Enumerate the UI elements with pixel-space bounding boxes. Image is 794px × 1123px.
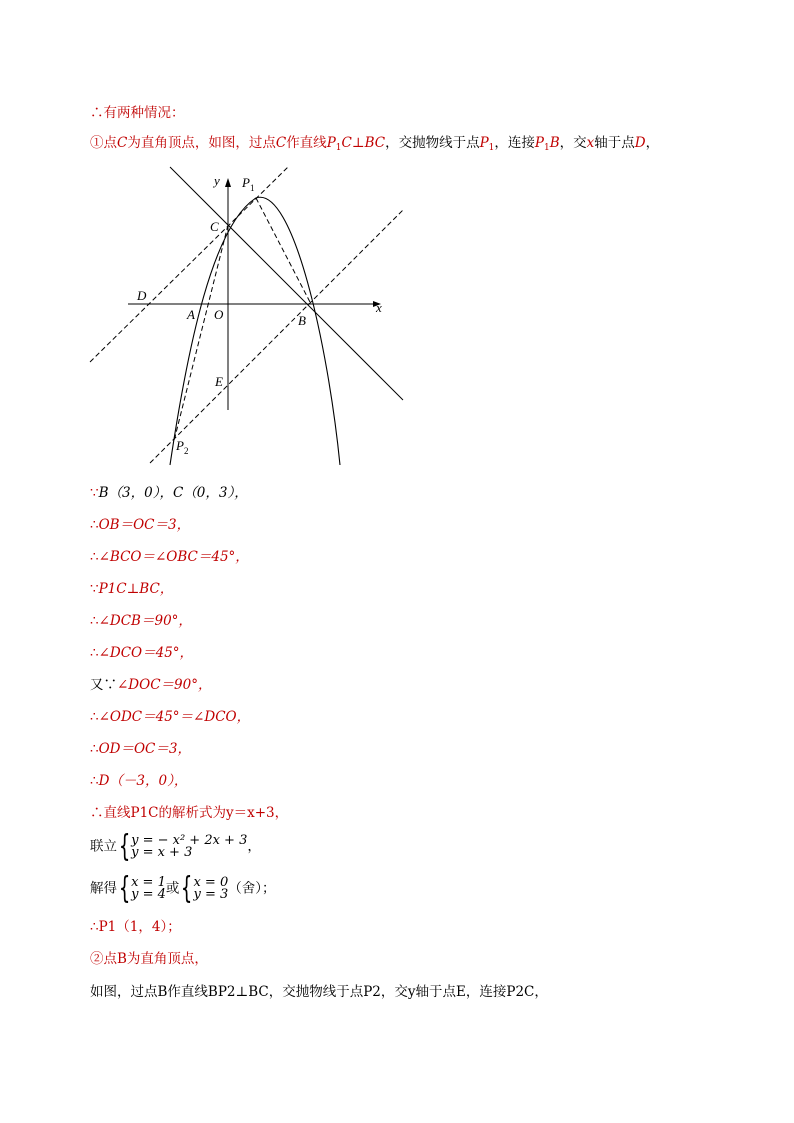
case1-mark: ① [90, 135, 104, 151]
label-o: O [214, 307, 224, 322]
label-p1: $P_1$ [242, 175, 255, 193]
label-c: C [210, 219, 219, 234]
system-2: 解得 { x = 1 y = 4 或 { x = 0 y = 3 （舍）； [90, 871, 276, 906]
case2-description: 如图，过点B作直线BP2⊥BC，交抛物线于点P2，交y轴于点E，连接P2C， [90, 984, 548, 1000]
intro-line: ∴有两种情况： [90, 105, 185, 121]
step-6: ∴∠DCO＝45°， [90, 645, 194, 661]
line-p1c [90, 167, 288, 362]
case2-line: ②点B为直角顶点， [90, 951, 208, 967]
step-10: ∴D（－3，0）， [90, 773, 188, 789]
step-4: ∵P1C⊥BC， [90, 581, 174, 597]
step-3: ∴∠BCO＝∠OBC＝45°， [90, 549, 249, 565]
label-x: x [376, 300, 382, 315]
result-line: ∴P1（1，4）； [90, 919, 181, 935]
system-1: 联立 { y = − x² + 2x + 3 y = x + 3 ， [90, 829, 261, 864]
step-7: 又∵∠DOC＝90°， [90, 677, 212, 693]
step-1: ∵B（3，0），C（0，3）， [90, 485, 248, 501]
label-y: y [214, 173, 220, 188]
step-11: ∴直线P1C的解析式为y＝x+3， [90, 805, 289, 821]
line-bc [170, 167, 403, 400]
segment-p1b [256, 198, 311, 304]
parabola [170, 197, 340, 465]
label-e: E [215, 374, 223, 389]
line-bp2 [150, 210, 403, 463]
label-d: D [137, 288, 147, 303]
parabola-figure [88, 165, 408, 470]
case1-line: ①点C为直角顶点，如图，过点C作直线$P_1C\perp BC$，交抛物线于点$P_1$，连接$P_1B$，交x轴于点D， [90, 135, 660, 153]
y-axis-arrow [225, 178, 231, 187]
label-p2: $P_2$ [176, 438, 189, 456]
segment-cp2 [174, 225, 228, 441]
step-8: ∴∠ODC＝45°＝∠DCO， [90, 709, 251, 725]
step-9: ∴OD＝OC＝3， [90, 741, 191, 757]
step-5: ∴∠DCB＝90°， [90, 613, 192, 629]
label-a: A [187, 307, 195, 322]
label-b: B [298, 313, 306, 328]
step-2: ∴OB＝OC＝3， [90, 517, 191, 533]
